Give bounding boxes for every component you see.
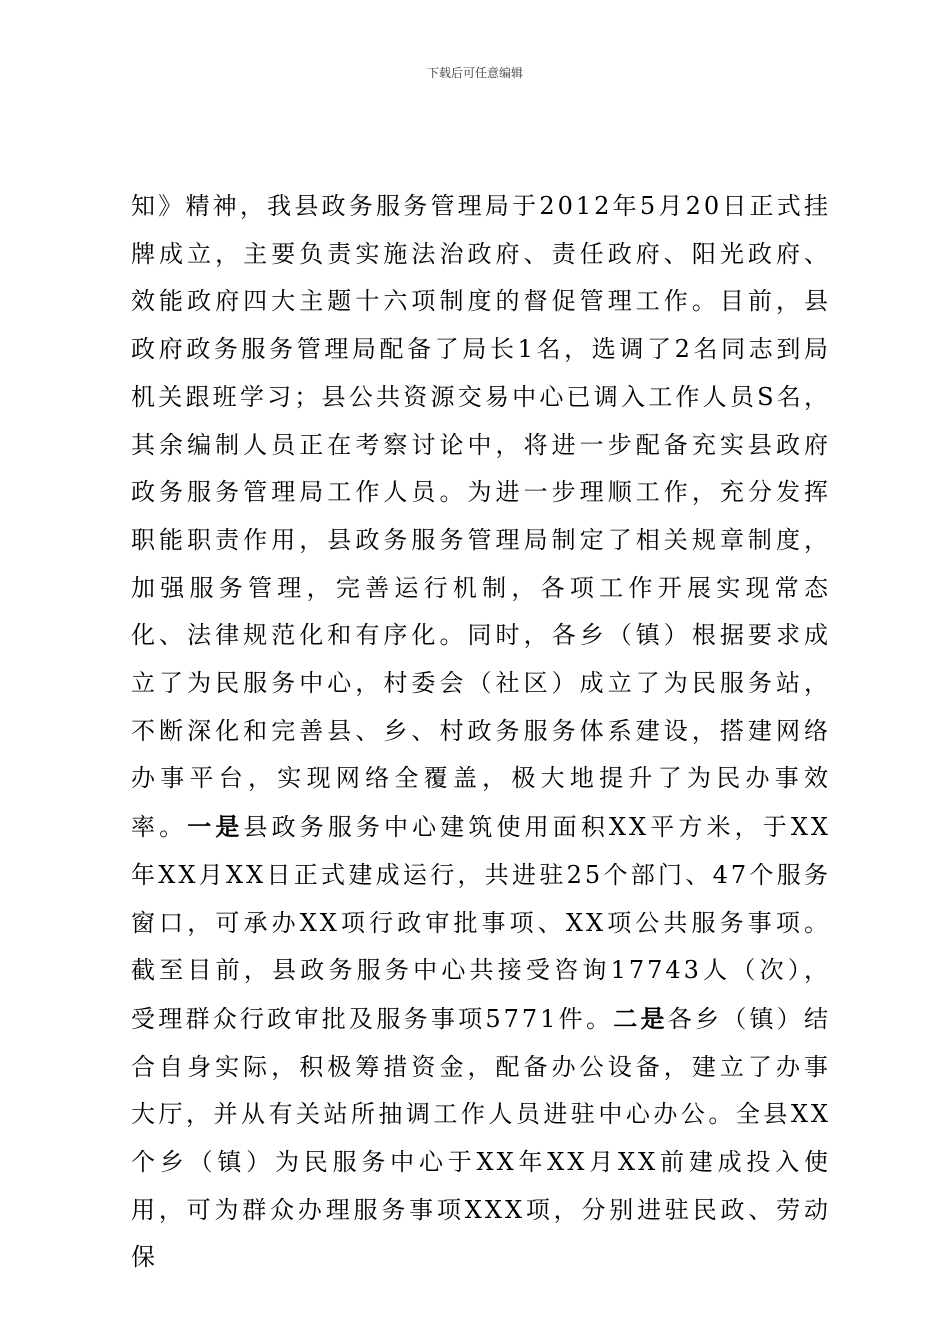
paragraph-text-part-3: 各乡（镇）结合自身实际，积极筹措资金，配备办公设备，建立了办事大厅，并从有关站所抽调工作人员进驻中心办公。全县XX个乡（镇）为民服务中心于XX年XX月XX前建成投入使用，可为群众办理服务事项XXX项，分别进驻民政、劳动保: [131, 1004, 832, 1272]
page-header-note: 下载后可任意编辑: [426, 66, 523, 80]
lead-marker-first: 一是: [187, 812, 244, 842]
paragraph-text-part-1: 知》精神，我县政务服务管理局于2012年5月20日正式挂牌成立，主要负责实施法治政府、责任政府、阳光政府、效能政府四大主题十六项制度的督促管理工作。目前，县政府政务服务管理局配备了局长1名，选调了2名同志到局机关跟班学习；县公共资源交易中心已调入工作人员S名，其余编制人员正在考察讨论中，将进一步配备充实县政府政务服务管理局工作人员。为进一步理顺工作，充分发挥职能职责作用，县政务服务管理局制定了相关规章制度，加强服务管理，完善运行机制，各项工作开展实现常态化、法律规范化和有序化。同时，各乡（镇）根据要求成立了为民服务中心，村委会（社区）成立了为民服务站，不断深化和完善县、乡、村政务服务体系建设，搭建网络办事平台，实现网络全覆盖，极大地提升了为民办事效率。: [131, 192, 831, 842]
body-paragraph: [131, 183, 831, 1282]
lead-marker-second: 二是: [613, 1003, 668, 1033]
paragraph-text-part-2: 县政务服务中心建筑使用面积XX平方米，于XX年XX月XX日正式建成运行，共进驻25个部门、47个服务窗口，可承办XX项行政审批事项、XX项公共服务事项。截至目前，县政务服务中心共接受咨询17743人（次），受理群众行政审批及服务事项5771件。: [131, 813, 832, 1033]
